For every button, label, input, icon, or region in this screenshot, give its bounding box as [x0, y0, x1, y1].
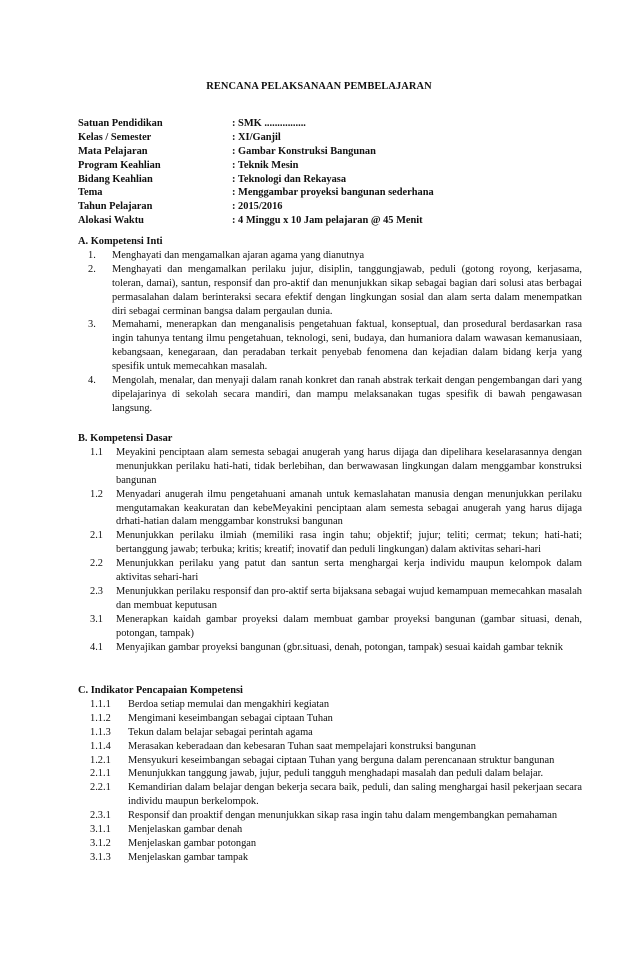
item-number: 3.: [88, 319, 96, 331]
item-number: 3.1.3: [90, 851, 111, 863]
identity-row: [78, 214, 582, 228]
item-text: Menjelaskan gambar denah: [128, 824, 243, 836]
item-number: 2.1: [90, 530, 103, 542]
identity-label: Program Keahlian: [78, 159, 161, 171]
item-text: Tekun dalam belajar sebagai perintah agama: [128, 726, 313, 738]
identity-label: Satuan Pendidikan: [78, 118, 163, 129]
identity-value: : Gambar Konstruksi Bangunan: [232, 145, 376, 157]
list-item: [78, 613, 582, 641]
identity-row: [78, 145, 582, 159]
document-title: RENCANA PELAKSANAAN PEMBELAJARAN: [206, 81, 432, 92]
item-number: 1.: [88, 249, 96, 261]
list-item: [78, 249, 582, 263]
list-item: [78, 698, 582, 712]
item-text: Menunjukkan perilaku yang patut dan santun serta menghargai kerja individu maupun kelompok dalam aktivitas sehari-hari: [116, 558, 582, 584]
section-kompetensi-dasar: [78, 432, 582, 655]
identity-value: : Menggambar proyeksi bangunan sederhana: [232, 187, 434, 199]
identity-label: Alokasi Waktu: [78, 215, 144, 227]
item-text: Memahami, menerapkan dan menganalisis pengetahuan faktual, konseptual, dan prosedural berdasarkan rasa ingin tahunya tentang ilmu pengetahuan, teknologi, seni, budaya, dan humaniora dalam wawasan kemanusiaan, kebangsaan, kenegaraan, dan peradaban terkait penyebab fenomena dan kejadian dalam bidang kerja yang spesifik untuk memecahkan masalah.: [112, 319, 582, 373]
item-number: 2.1.1: [90, 768, 111, 780]
item-text: Menunjukkan perilaku responsif dan pro-aktif serta bijaksana sebagai wujud kemampuan memecahkan masalah dan membuat keputusan: [116, 585, 582, 611]
item-number: 2.2: [90, 558, 103, 570]
item-text: Merasakan keberadaan dan kebesaran Tuhan saat mempelajari konstruksi bangunan: [128, 740, 476, 752]
item-number: 1.2: [90, 488, 103, 500]
section-heading: C. Indikator Pencapaian Kompetensi: [78, 685, 243, 696]
list-item: [78, 851, 582, 865]
list-item: [78, 641, 582, 655]
item-number: 1.1.4: [90, 740, 111, 752]
item-text: Responsif dan proaktif dengan menunjukkan sikap rasa ingin tahu dalam mengembangkan pemahaman: [128, 810, 558, 822]
list-item: [78, 837, 582, 851]
identity-table: [78, 117, 582, 228]
identity-value: : 4 Minggu x 10 Jam pelajaran @ 45 Menit: [232, 215, 423, 227]
list-item: [78, 823, 582, 837]
identity-value: : Teknologi dan Rekayasa: [232, 173, 347, 185]
identity-label: Mata Pelajaran: [78, 145, 148, 157]
item-number: 1.1.2: [90, 712, 111, 724]
identity-row: [78, 131, 582, 145]
identity-row: [78, 159, 582, 173]
item-text: Mensyukuri keseimbangan sebagai ciptaan Tuhan yang berguna dalam perencanaan struktur bangunan: [128, 754, 555, 766]
identity-label: Kelas / Semester: [78, 131, 152, 143]
item-number: 3.1.2: [90, 837, 111, 849]
item-text: Berdoa setiap memulai dan mengakhiri kegiatan: [128, 698, 330, 710]
identity-label: Bidang Keahlian: [78, 173, 153, 185]
list-item: [78, 740, 582, 754]
item-text: Meyakini penciptaan alam semesta sebagai anugerah yang harus dijaga dan dipelihara keselarasannya dengan menunjukkan perilaku hati-hati, tidak berlebihan, dan berwawasan lingkungan dalam menggambar konstruksi bangunan: [116, 446, 582, 486]
list-item: [78, 557, 582, 585]
list-item: [78, 374, 582, 416]
item-text: Menjelaskan gambar tampak: [128, 851, 249, 863]
identity-value: : SMK ................: [232, 118, 306, 129]
item-number: 1.2.1: [90, 754, 111, 766]
list-item: [78, 712, 582, 726]
item-number: 4.: [88, 375, 96, 387]
item-number: 4.1: [90, 641, 103, 653]
item-number: 2.2.1: [90, 782, 111, 794]
section-heading: B. Kompetensi Dasar: [78, 433, 173, 444]
item-text: Mengimani keseimbangan sebagai ciptaan Tuhan: [128, 712, 333, 724]
list-item: [78, 726, 582, 740]
identity-label: Tema: [78, 187, 103, 199]
list-item: [78, 809, 582, 823]
identity-row: [78, 117, 582, 131]
list-item: [78, 781, 582, 809]
identity-value: : 2015/2016: [232, 201, 283, 213]
item-number: 2.: [88, 263, 96, 275]
identity-row: [78, 186, 582, 200]
list-item: [78, 263, 582, 319]
identity-row: [78, 200, 582, 214]
item-text: Menjelaskan gambar potongan: [128, 837, 257, 849]
list-item: [78, 529, 582, 557]
list-item: [78, 318, 582, 374]
identity-value: : Teknik Mesin: [232, 159, 299, 171]
item-text: Menghayati dan mengamalkan perilaku jujur, disiplin, tanggungjawab, peduli (gotong royong, kerjasama, toleran, damai), santun, responsif dan pro-aktif dan menunjukkan sikap sebagai bagian dari solusi atas berbagai permasalahan dalam berinteraksi secara efektif dengan lingkungan sosial dan alam serta dalam menempatkan diri sebagai cerminan bangsa dalam pergaulan dunia.: [112, 263, 582, 317]
item-text: Kemandirian dalam belajar dengan bekerja secara baik, peduli, dan saling menghargai hasil pekerjaan secara individu maupun berkelompok.: [128, 782, 582, 808]
identity-label: Tahun Pelajaran: [78, 201, 153, 213]
item-number: 1.1.3: [90, 726, 111, 738]
item-text: Menyadari anugerah ilmu pengetahuani amanah untuk kemaslahatan manusia dengan menunjukkan perilaku mengutamakan keakuratan dan kebeMeyakini penciptaan alam semesta sebagai anugerah yang harus dijaga drhati-hatian dalam menggambar konstruksi bangunan: [116, 488, 582, 528]
list-item: [78, 754, 582, 768]
item-text: Menghayati dan mengamalkan ajaran agama yang dianutnya: [112, 249, 365, 261]
item-number: 3.1.1: [90, 824, 111, 836]
item-number: 1.1.1: [90, 698, 111, 710]
section-indikator: [78, 684, 582, 865]
section-kompetensi-inti: [78, 235, 582, 416]
item-text: Menyajikan gambar proyeksi bangunan (gbr.situasi, denah, potongan, tampak) sesuai kaidah gambar teknik: [116, 641, 563, 653]
item-number: 3.1: [90, 613, 103, 625]
item-number: 2.3: [90, 585, 103, 597]
list-item: [78, 767, 582, 781]
list-item: [78, 488, 582, 530]
section-heading: A. Kompetensi Inti: [78, 236, 163, 247]
list-item: [78, 585, 582, 613]
item-text: Menerapkan kaidah gambar proyeksi dalam membuat gambar proyeksi bangunan (gambar situasi, denah, potongan, tampak): [116, 613, 582, 639]
list-item: [78, 446, 582, 488]
item-text: Menunjukkan tanggung jawab, jujur, peduli tangguh menghadapi masalah dan peduli dalam belajar.: [128, 768, 544, 780]
item-number: 1.1: [90, 446, 103, 458]
item-number: 2.3.1: [90, 810, 111, 822]
item-text: Menunjukkan perilaku ilmiah (memiliki rasa ingin tahu; objektif; jujur; teliti; cermat; tekun; hati-hati; bertanggung jawab; terbuka; kritis; kreatif; inovatif dan peduli lingkungan) dalam aktivitas sehari-hari: [116, 530, 582, 556]
identity-value: : XI/Ganjil: [232, 131, 281, 143]
identity-row: [78, 173, 582, 187]
item-text: Mengolah, menalar, dan menyaji dalam ranah konkret dan ranah abstrak terkait dengan pengembangan dari yang dipelajarinya di sekolah secara mandiri, dan mampu melaksanakan tugas spesifik di bawah pengawasan langsung.: [112, 375, 582, 414]
